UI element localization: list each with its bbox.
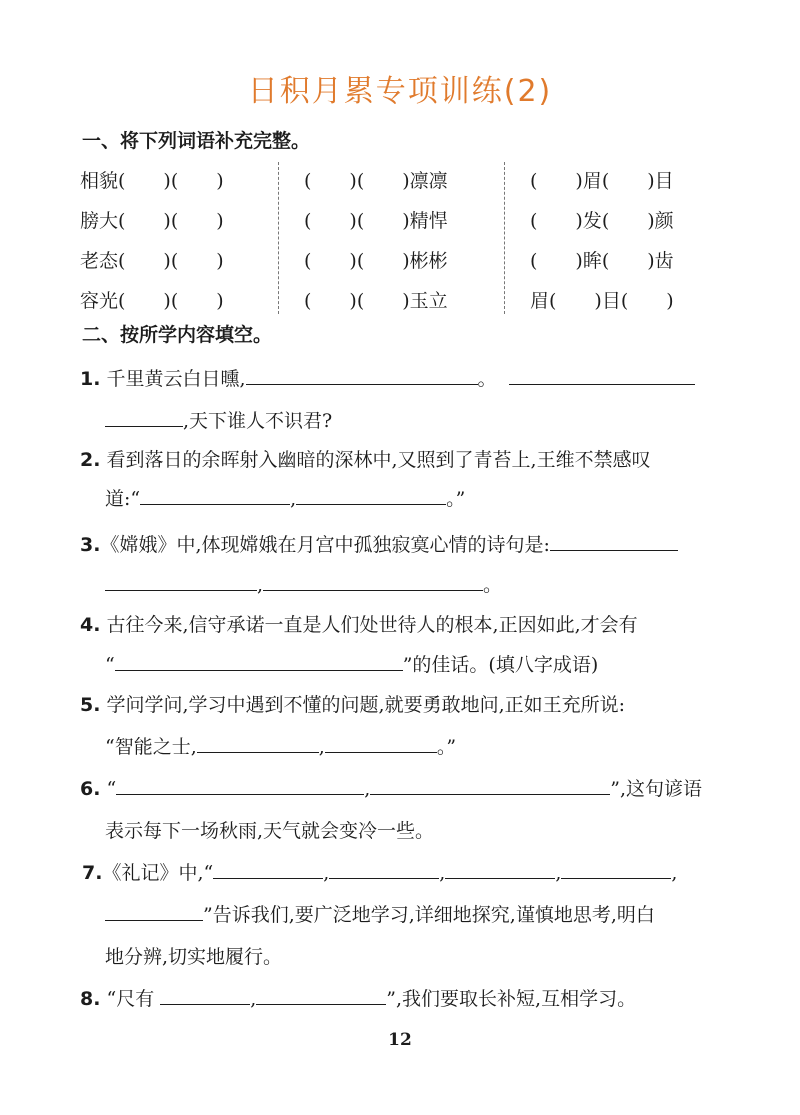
dashed-divider — [504, 162, 505, 314]
idiom-cell[interactable]: ( )( )凛凛 — [304, 170, 448, 192]
answer-blank[interactable] — [115, 650, 403, 671]
question-6: 6. “ , ”,这句谚语 — [80, 774, 730, 804]
idiom-cell[interactable]: 容光( )( ) — [80, 290, 224, 312]
question-3: 3.《嫦娥》中,体现嫦娥在月宫中孤独寂寞心情的诗句是: — [80, 530, 730, 560]
question-4: 4. 古往今来,信守承诺一直是人们处世待人的根本,正因如此,才会有 — [80, 614, 638, 636]
question-7-cont: ”告诉我们,要广泛地学习,详细地探究,谨慎地思考,明白 — [105, 900, 755, 930]
section1-heading: 一、将下列词语补充完整。 — [82, 130, 311, 152]
question-5-cont: “智能之士, , 。” — [105, 732, 755, 762]
idiom-cell[interactable]: 相貌( )( ) — [80, 170, 224, 192]
question-7-cont2: 地分辨,切实地履行。 — [105, 946, 283, 968]
answer-blank[interactable] — [329, 858, 439, 879]
question-1: 1. 千里黄云白日曛, 。 — [80, 364, 730, 394]
question-2-cont: 道:“ , 。” — [105, 484, 755, 514]
answer-blank[interactable] — [296, 484, 446, 505]
idiom-cell[interactable]: ( )( )彬彬 — [304, 250, 448, 272]
idiom-cell[interactable]: ( )( )精悍 — [304, 210, 448, 232]
idiom-cell[interactable]: ( )眉( )目 — [530, 170, 674, 192]
answer-blank[interactable] — [509, 364, 695, 385]
idiom-cell[interactable]: ( )眸( )齿 — [530, 250, 674, 272]
answer-blank[interactable] — [325, 732, 437, 753]
answer-blank[interactable] — [263, 570, 483, 591]
question-5: 5. 学问学问,学习中遇到不懂的问题,就要勇敢地问,正如王充所说: — [80, 694, 626, 716]
answer-blank[interactable] — [256, 984, 386, 1005]
answer-blank[interactable] — [197, 732, 319, 753]
answer-blank[interactable] — [140, 484, 290, 505]
page-number: 12 — [388, 1030, 412, 1050]
idiom-cell[interactable]: 膀大( )( ) — [80, 210, 224, 232]
answer-blank[interactable] — [105, 900, 203, 921]
idiom-cell[interactable]: ( )( )玉立 — [304, 290, 448, 312]
answer-blank[interactable] — [116, 774, 364, 795]
question-3-cont: , 。 — [105, 570, 755, 600]
answer-blank[interactable] — [105, 570, 257, 591]
answer-blank[interactable] — [370, 774, 610, 795]
idiom-cell[interactable]: 眉( )目( ) — [530, 290, 674, 312]
question-4-cont: “ ”的佳话。(填八字成语) — [105, 650, 755, 680]
answer-blank[interactable] — [213, 858, 323, 879]
question-1-cont: ,天下谁人不识君? — [105, 406, 755, 436]
answer-blank[interactable] — [445, 858, 555, 879]
answer-blank[interactable] — [160, 984, 250, 1005]
idiom-cell[interactable]: 老态( )( ) — [80, 250, 224, 272]
dashed-divider — [278, 162, 279, 314]
idiom-cell[interactable]: ( )发( )颜 — [530, 210, 674, 232]
answer-blank[interactable] — [246, 364, 478, 385]
question-2: 2. 看到落日的余晖射入幽暗的深林中,又照到了青苔上,王维不禁感叹 — [80, 449, 651, 471]
question-8: 8. “尺有 , ”,我们要取长补短,互相学习。 — [80, 984, 730, 1014]
section2-heading: 二、按所学内容填空。 — [82, 324, 273, 346]
answer-blank[interactable] — [561, 858, 671, 879]
answer-blank[interactable] — [105, 406, 183, 427]
question-7: 7.《礼记》中,“ , , , , — [82, 858, 732, 888]
question-6-cont: 表示每下一场秋雨,天气就会变冷一些。 — [105, 820, 435, 842]
answer-blank[interactable] — [550, 530, 678, 551]
idiom-grid — [80, 158, 720, 318]
page-title: 日积月累专项训练(2) — [247, 74, 553, 109]
